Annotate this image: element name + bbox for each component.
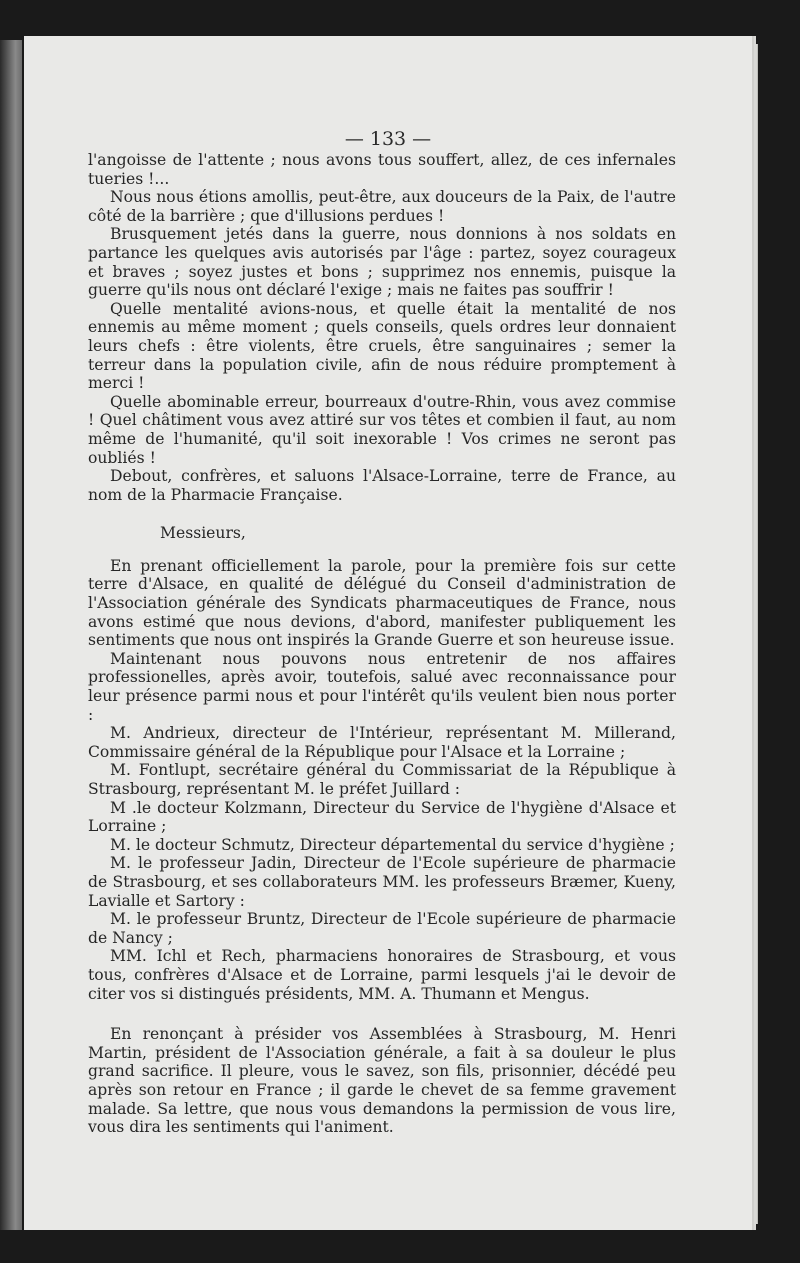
paragraph: M. le professeur Jadin, Directeur de l'Ecole supérieure de pharmacie de Strasbourg, et ses collaborateurs MM. les professeurs Bræmer, Kueny, Lavialle et Sartory : <box>88 854 676 910</box>
page-number: — 133 — <box>344 128 432 150</box>
paragraph: Nous nous étions amollis, peut-être, aux douceurs de la Paix, de l'autre côté de la barrière ; que d'illusions perdues ! <box>88 188 676 225</box>
paragraph: Brusquement jetés dans la guerre, nous donnions à nos soldats en partance les quelques avis autorisés par l'âge : partez, soyez courageux et braves ; soyez justes et bons ; supprimez nos ennemis, puisque la guerre qu'ils nous ont déclaré l'exige ; mais ne faites pas souffrir ! <box>88 225 676 300</box>
paragraph: M. Fontlupt, secrétaire général du Commissariat de la République à Strasbourg, représentant M. le préfet Juillard : <box>88 761 676 798</box>
paragraph: En prenant officiellement la parole, pour la première fois sur cette terre d'Alsace, en qualité de délégué du Conseil d'administration de l'Association générale des Syndicats pharmaceutiques de France, nous avons estimé que nous devions, d'abord, manifester publiquement les sentiments que nous ont inspirés la Grande Guerre et son heureuse issue. <box>88 556 676 650</box>
paragraph: M. le professeur Bruntz, Directeur de l'Ecole supérieure de pharmacie de Nancy ; <box>88 910 676 947</box>
salutation: Messieurs, <box>160 524 246 543</box>
paragraph: M. Andrieux, directeur de l'Intérieur, représentant M. Millerand, Commissaire général de la République pour l'Alsace et la Lorraine ; <box>88 724 676 761</box>
facing-page-edge <box>0 40 22 1230</box>
paragraph: M .le docteur Kolzmann, Directeur du Service de l'hygiène d'Alsace et Lorraine ; <box>88 798 676 836</box>
paragraph: Maintenant nous pouvons nous entretenir de nos affaires professionelles, après avoir, toutefois, salué avec reconnaissance pour leur présence parmi nous et pour l'intérêt qu'ils veulent bien nous porter : <box>88 649 676 724</box>
paragraph: Quelle abominable erreur, bourreaux d'outre-Rhin, vous avez commise ! Quel châtiment vous avez attiré sur vos têtes et combien il faut, au nom même de l'humanité, qu'il soit inexorable ! Vos crimes ne seront pas oubliés ! <box>88 392 676 467</box>
paragraph: M. le docteur Schmutz, Directeur départemental du service d'hygiène ; <box>110 835 675 854</box>
text-body <box>88 151 676 1137</box>
book-page <box>24 36 752 1230</box>
paragraph: l'angoisse de l'attente ; nous avons tous souffert, allez, de ces infernales tueries !... <box>88 151 676 188</box>
paragraph: Quelle mentalité avions-nous, et quelle était la mentalité de nos ennemis au même moment ; quels conseils, quels ordres leur donnaient leurs chefs : être violents, être cruels, être sanguinaires ; semer la terreur dans la population civile, afin de nous réduire promptement à merci ! <box>88 299 676 393</box>
paragraph: MM. Ichl et Rech, pharmaciens honoraires de Strasbourg, et vous tous, confrères d'Alsace et de Lorraine, parmi lesquels j'ai le devoir de citer vos si distingués présidents, MM. A. Thumann et Mengus. <box>88 947 676 1003</box>
paragraph: Debout, confrères, et saluons l'Alsace-Lorraine, terre de France, au nom de la Pharmacie Française. <box>88 467 676 504</box>
paragraph: En renonçant à présider vos Assemblées à Strasbourg, M. Henri Martin, président de l'Association générale, a fait à sa douleur le plus grand sacrifice. Il pleure, vous le savez, son fils, prisonnier, décédé peu après son retour en France ; il garde le chevet de sa femme gravement malade. Sa lettre, que nous vous demandons la permission de vous lire, vous dira les sentiments qui l'animent. <box>88 1025 676 1137</box>
